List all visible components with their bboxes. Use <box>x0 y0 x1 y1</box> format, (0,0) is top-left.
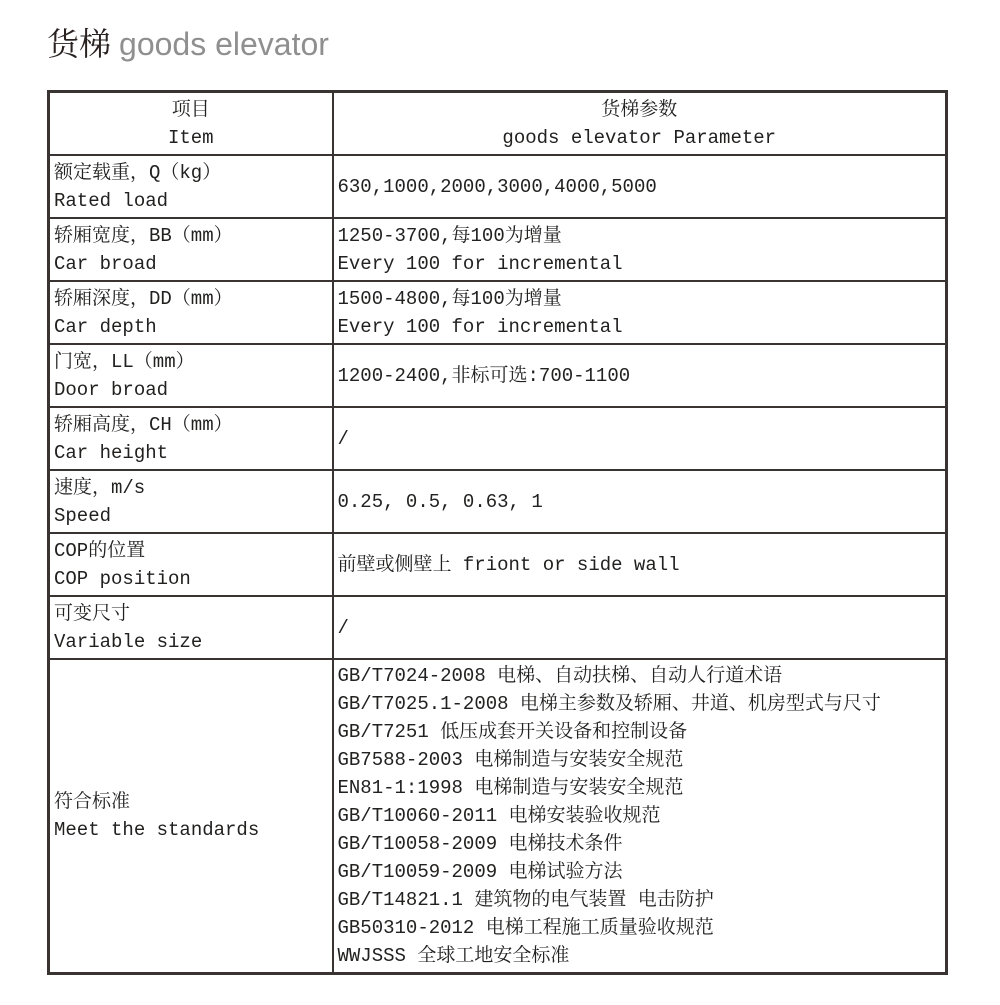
value-cell <box>333 281 947 344</box>
table-row-variable-size <box>49 596 947 659</box>
item-label-en: Meet the standards <box>54 819 260 841</box>
page-title <box>47 24 329 64</box>
value-line: / <box>337 616 349 639</box>
item-cell <box>49 407 333 470</box>
item-label-en: Rated load <box>54 189 169 212</box>
item-label-zh: COP的位置 <box>54 539 146 562</box>
value-line: 1200-2400,非标可选:700-1100 <box>337 364 631 387</box>
item-cell <box>49 596 333 659</box>
item-label-en: Variable size <box>54 630 203 653</box>
item-label-en: Speed <box>54 504 112 527</box>
standard-line: GB7588-2003 电梯制造与安装安全规范 <box>337 749 684 771</box>
table-row-door-broad <box>49 344 947 407</box>
table-row-car-depth <box>49 281 947 344</box>
item-label-zh: 额定载重，Q（kg） <box>54 161 222 184</box>
table-row-rated-load <box>49 155 947 218</box>
item-label-en: Car height <box>54 441 169 464</box>
value-line: 0.25, 0.5, 0.63, 1 <box>337 490 543 513</box>
item-label-en: Car depth <box>54 315 157 338</box>
standard-line: GB/T10058-2009 电梯技术条件 <box>337 833 623 855</box>
value-cell <box>333 407 947 470</box>
standard-line: WWJSSS 全球工地安全标准 <box>337 945 570 967</box>
item-cell <box>49 344 333 407</box>
value-cell <box>333 596 947 659</box>
table-row-speed <box>49 470 947 533</box>
item-cell <box>49 659 333 974</box>
item-cell <box>49 281 333 344</box>
table-row-standards <box>49 659 947 974</box>
value-cell <box>333 155 947 218</box>
spec-table <box>47 90 948 975</box>
header-parameter-cell <box>333 92 947 156</box>
item-label-en: Car broad <box>54 252 157 275</box>
item-label-zh: 轿厢宽度，BB（mm） <box>54 224 233 247</box>
item-label-zh: 轿厢深度，DD（mm） <box>54 287 233 310</box>
value-line: 630,1000,2000,3000,4000,5000 <box>337 175 657 198</box>
table-row-cop-position <box>49 533 947 596</box>
header-parameter-en: goods elevator Parameter <box>502 126 777 149</box>
item-label-en: COP position <box>54 567 191 590</box>
standard-line: GB/T7025.1-2008 电梯主参数及轿厢、井道、机房型式与尺寸 <box>337 693 881 715</box>
item-label-zh: 符合标准 <box>54 791 131 813</box>
item-label-zh: 可变尺寸 <box>54 602 131 625</box>
standard-line: GB/T10059-2009 电梯试验方法 <box>337 861 623 883</box>
standard-line: GB50310-2012 电梯工程施工质量验收规范 <box>337 917 714 939</box>
table-row-car-broad <box>49 218 947 281</box>
table-header-row <box>49 92 947 156</box>
item-label-zh: 门宽，LL（mm） <box>54 350 195 373</box>
value-line: Every 100 for incremental <box>337 315 623 338</box>
value-cell <box>333 659 947 974</box>
value-line: 1500-4800,每100为增量 <box>337 287 562 310</box>
page-title-zh: 货梯 <box>47 26 112 62</box>
item-cell <box>49 470 333 533</box>
item-label-zh: 轿厢高度，CH（mm） <box>54 413 233 436</box>
item-label-en: Door broad <box>54 378 169 401</box>
page-title-en: goods elevator <box>119 26 329 62</box>
standard-line: GB/T7024-2008 电梯、自动扶梯、自动人行道术语 <box>337 665 783 687</box>
standard-line: GB/T14821.1 建筑物的电气装置 电击防护 <box>337 889 714 911</box>
value-line: / <box>337 427 349 450</box>
header-item-cell <box>49 92 333 156</box>
item-label-zh: 速度，m/s <box>54 476 146 499</box>
header-item-en: Item <box>167 126 214 149</box>
item-cell <box>49 533 333 596</box>
item-cell <box>49 218 333 281</box>
standard-line: EN81-1:1998 电梯制造与安装安全规范 <box>337 777 684 799</box>
value-cell <box>333 218 947 281</box>
value-cell <box>333 344 947 407</box>
table-row-car-height <box>49 407 947 470</box>
value-line: 前壁或侧壁上 friont or side wall <box>337 553 680 576</box>
header-item-zh: 项目 <box>171 98 210 121</box>
value-cell <box>333 533 947 596</box>
value-line: Every 100 for incremental <box>337 252 623 275</box>
item-cell <box>49 155 333 218</box>
value-line: 1250-3700,每100为增量 <box>337 224 562 247</box>
standard-line: GB/T10060-2011 电梯安装验收规范 <box>337 805 661 827</box>
standard-line: GB/T7251 低压成套开关设备和控制设备 <box>337 721 688 743</box>
value-cell <box>333 470 947 533</box>
header-parameter-zh: 货梯参数 <box>601 98 678 121</box>
